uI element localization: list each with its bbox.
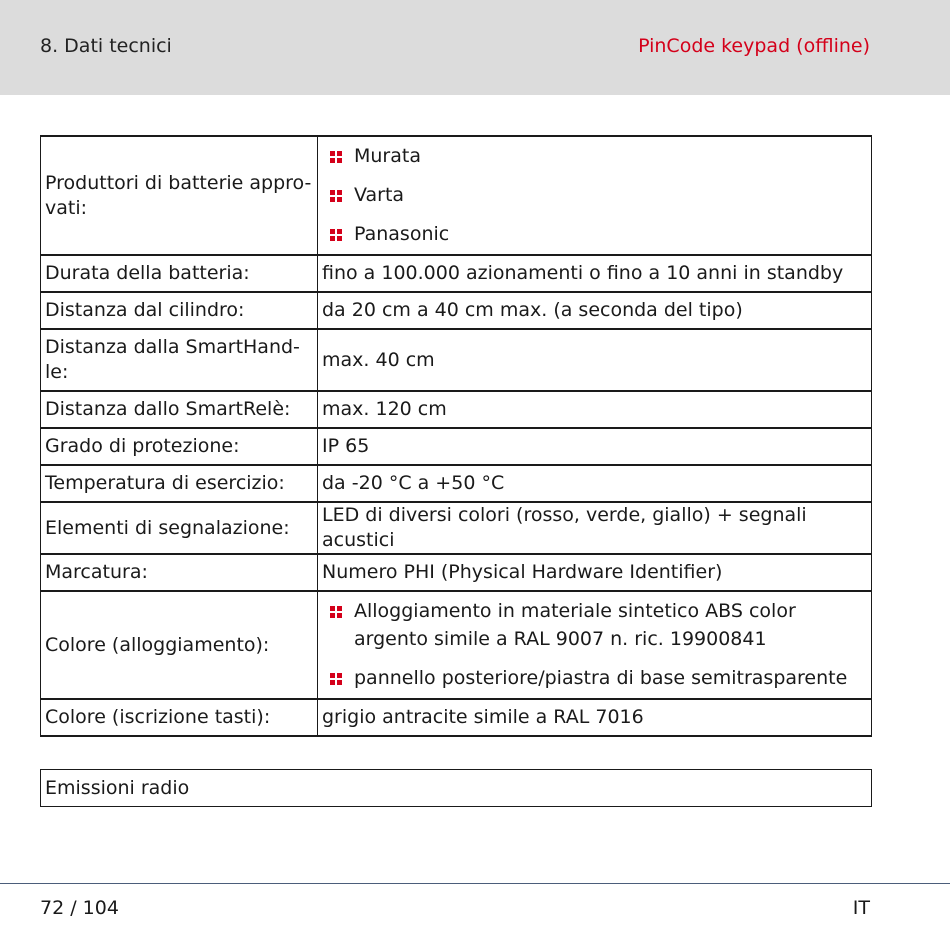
spec-value: da -20 °C a +50 °C	[318, 465, 872, 502]
list-item	[322, 176, 867, 215]
table-row	[41, 770, 872, 807]
table-row	[41, 329, 872, 391]
spec-value: max. 120 cm	[318, 391, 872, 428]
spec-value: da 20 cm a 40 cm max. (a seconda del tipo)	[318, 292, 872, 329]
spec-table	[40, 135, 872, 737]
footer-divider	[0, 883, 950, 884]
bullet-icon	[330, 606, 343, 619]
spec-value: Numero PHI (Physical Hardware Identifier)	[318, 554, 872, 591]
radio-emissions-label: Emissioni radio	[41, 770, 872, 807]
spec-value: fino a 100.000 azionamenti o fino a 10 anni in standby	[318, 255, 872, 292]
spec-label: Temperatura di esercizio:	[41, 465, 318, 502]
list-item	[322, 215, 867, 254]
bullet-icon	[330, 190, 343, 203]
table-row	[41, 502, 872, 554]
battery-makers-list	[322, 137, 867, 254]
spec-label: Distanza dal cilindro:	[41, 292, 318, 329]
list-item-text: Panasonic	[354, 223, 450, 245]
list-item-text: Alloggiamento in materiale sintetico ABS color argento simile a RAL 9007 n. ric. 19900841	[354, 600, 796, 650]
spec-value	[318, 136, 872, 255]
table-row	[41, 391, 872, 428]
table-row	[41, 465, 872, 502]
language-code: IT	[852, 897, 870, 919]
spec-value: IP 65	[318, 428, 872, 465]
page-header	[0, 0, 950, 95]
chapter-title: 8. Dati tecnici	[40, 35, 172, 57]
table-row	[41, 255, 872, 292]
table-row	[41, 591, 872, 699]
spec-label: Grado di protezione:	[41, 428, 318, 465]
list-item	[322, 659, 867, 698]
spec-label: Elementi di segnalazione:	[41, 502, 318, 554]
spec-label: Colore (iscrizione tasti):	[41, 699, 318, 736]
bullet-icon	[330, 151, 343, 164]
housing-color-list	[322, 592, 867, 698]
bullet-icon	[330, 673, 343, 686]
table-row	[41, 554, 872, 591]
list-item	[322, 137, 867, 176]
spec-label	[41, 136, 318, 255]
spec-value: grigio antracite simile a RAL 7016	[318, 699, 872, 736]
battery-makers-label: Produttori di batterie appro-vati:	[45, 171, 312, 219]
table-row	[41, 292, 872, 329]
spec-value	[318, 591, 872, 699]
list-item	[322, 592, 867, 659]
spec-label: Colore (alloggiamento):	[41, 591, 318, 699]
spec-value: max. 40 cm	[318, 329, 872, 391]
table-row	[41, 136, 872, 255]
radio-emissions-table	[40, 769, 872, 807]
spec-label: Distanza dallo SmartRelè:	[41, 391, 318, 428]
table-row	[41, 428, 872, 465]
spec-label: Marcatura:	[41, 554, 318, 591]
list-item-text: Murata	[354, 145, 421, 167]
page-number: 72 / 104	[40, 897, 119, 919]
spec-label: Durata della batteria:	[41, 255, 318, 292]
bullet-icon	[330, 229, 343, 242]
list-item-text: pannello posteriore/piastra di base semitrasparente	[354, 667, 848, 689]
list-item-text: Varta	[354, 184, 405, 206]
spec-label: Distanza dalla SmartHand-le:	[41, 329, 318, 391]
table-row	[41, 699, 872, 736]
spec-value: LED di diversi colori (rosso, verde, giallo) + segnali acustici	[318, 502, 872, 554]
product-title: PinCode keypad (offline)	[638, 35, 870, 57]
